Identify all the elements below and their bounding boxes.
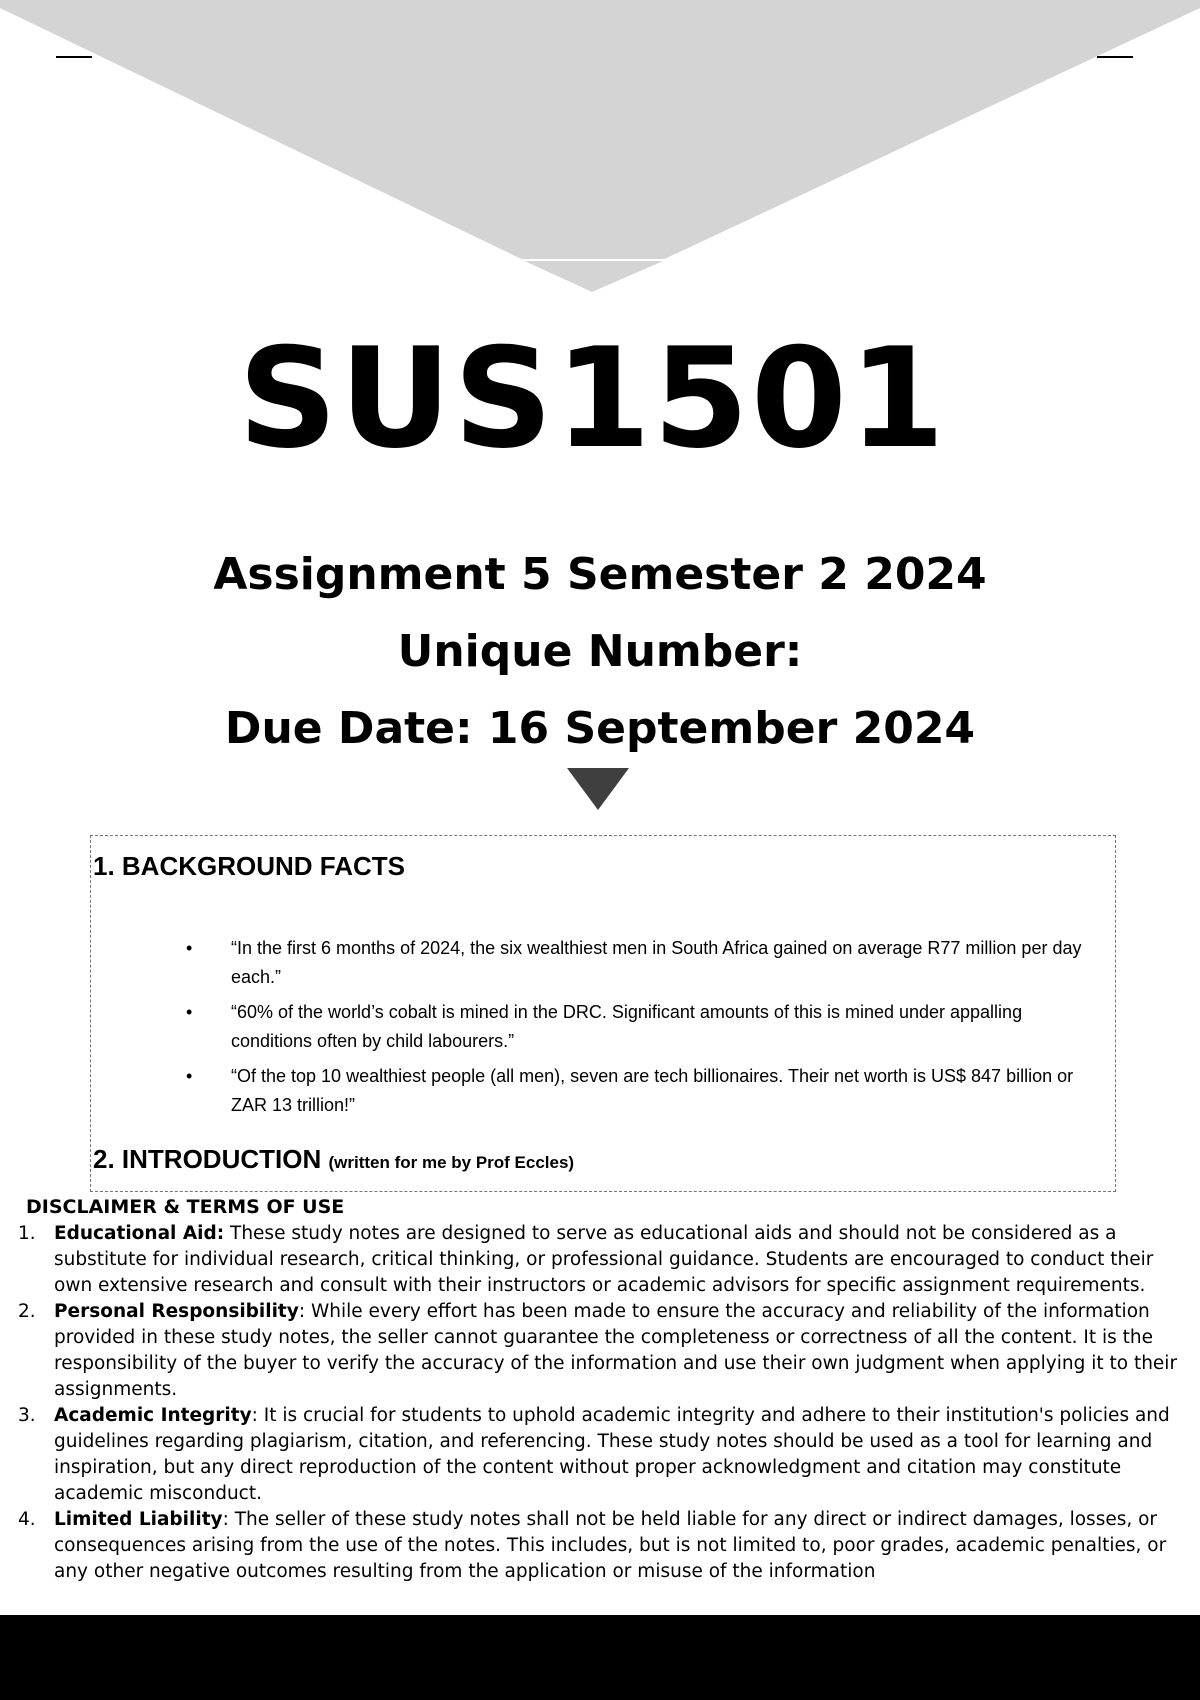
term-title: Academic Integrity xyxy=(54,1405,252,1426)
list-item xyxy=(0,1299,1195,1403)
list-item xyxy=(0,1221,1195,1299)
section-heading-background: 1. BACKGROUND FACTS xyxy=(93,851,406,881)
unique-number-line: Unique Number: xyxy=(397,626,803,677)
list-item xyxy=(186,934,1106,992)
list-item xyxy=(186,1062,1106,1120)
list-item xyxy=(0,1507,1195,1585)
triangle-down-icon xyxy=(567,768,629,810)
term-number: 3. xyxy=(18,1405,36,1426)
term-number: 4. xyxy=(18,1509,36,1530)
bullet-dot-icon: • xyxy=(186,938,193,958)
due-date-line: Due Date: 16 September 2024 xyxy=(224,703,976,754)
term-text: : While every effort has been made to ensure the accuracy and reliability of the information provided in these study notes, the seller cannot guarantee the completeness or correctness of all the content. It is the responsibility of the buyer to verify the accuracy of the information and use their own judgment when applying it to their assignments. xyxy=(54,1301,1178,1400)
section-heading-introduction xyxy=(93,1146,574,1172)
list-item xyxy=(0,1403,1195,1507)
bullet-dot-icon: • xyxy=(186,1002,193,1022)
course-code-title: SUS1501 xyxy=(238,318,947,479)
introduction-heading-text: 2. INTRODUCTION xyxy=(93,1144,322,1174)
introduction-note: (written for me by Prof Eccles) xyxy=(328,1153,575,1172)
terms-list xyxy=(0,1221,1195,1585)
corner-mark-left xyxy=(56,56,92,58)
chevron-banner-icon xyxy=(0,0,1200,300)
bottom-black-bar xyxy=(0,1615,1200,1700)
term-text: These study notes are designed to serve as educational aids and should not be considered as a substitute for individual research, critical thinking, or professional guidance. Students are encouraged to conduct their own extensive research and consult with their instructors or academic advisors for specific assignment requirements. xyxy=(54,1223,1154,1296)
term-title: Educational Aid: xyxy=(54,1223,225,1244)
disclaimer-title: DISCLAIMER & TERMS OF USE xyxy=(26,1196,345,1218)
term-title: Personal Responsibility xyxy=(54,1301,299,1322)
list-item xyxy=(186,998,1106,1056)
term-number: 2. xyxy=(18,1301,36,1322)
banner-chevron-shape xyxy=(0,0,1200,293)
term-text: : The seller of these study notes shall not be held liable for any direct or indirect damages, losses, or consequences arising from the use of the notes. This includes, but is not limited to, poor grades, academic penalties, or any other negative outcomes resulting from the application or misuse of the information xyxy=(54,1509,1167,1582)
fact-text: “Of the top 10 wealthiest people (all men), seven are tech billionaires. Their net worth is US$ 847 billion or ZAR 13 trillion!” xyxy=(231,1066,1074,1115)
assignment-line: Assignment 5 Semester 2 2024 xyxy=(213,549,987,600)
term-text: : It is crucial for students to uphold academic integrity and adhere to their institution's policies and guidelines regarding plagiarism, citation, and referencing. These study notes should be used as a tool for learning and inspiration, but any direct reproduction of the content without proper acknowledgment and citation may constitute academic misconduct. xyxy=(54,1405,1170,1504)
bullet-dot-icon: • xyxy=(186,1066,193,1086)
term-number: 1. xyxy=(18,1223,36,1244)
background-facts-list xyxy=(186,934,1106,1126)
fact-text: “In the first 6 months of 2024, the six wealthiest men in South Africa gained on average R77 million per day each.” xyxy=(231,938,1082,987)
corner-mark-right xyxy=(1097,56,1133,58)
embedded-page-preview xyxy=(90,835,1116,1192)
term-title: Limited Liability xyxy=(54,1509,223,1530)
banner-inner-step xyxy=(520,260,668,293)
fact-text: “60% of the world’s cobalt is mined in the DRC. Significant amounts of this is mined under appalling conditions often by child labourers.” xyxy=(231,1002,1023,1051)
